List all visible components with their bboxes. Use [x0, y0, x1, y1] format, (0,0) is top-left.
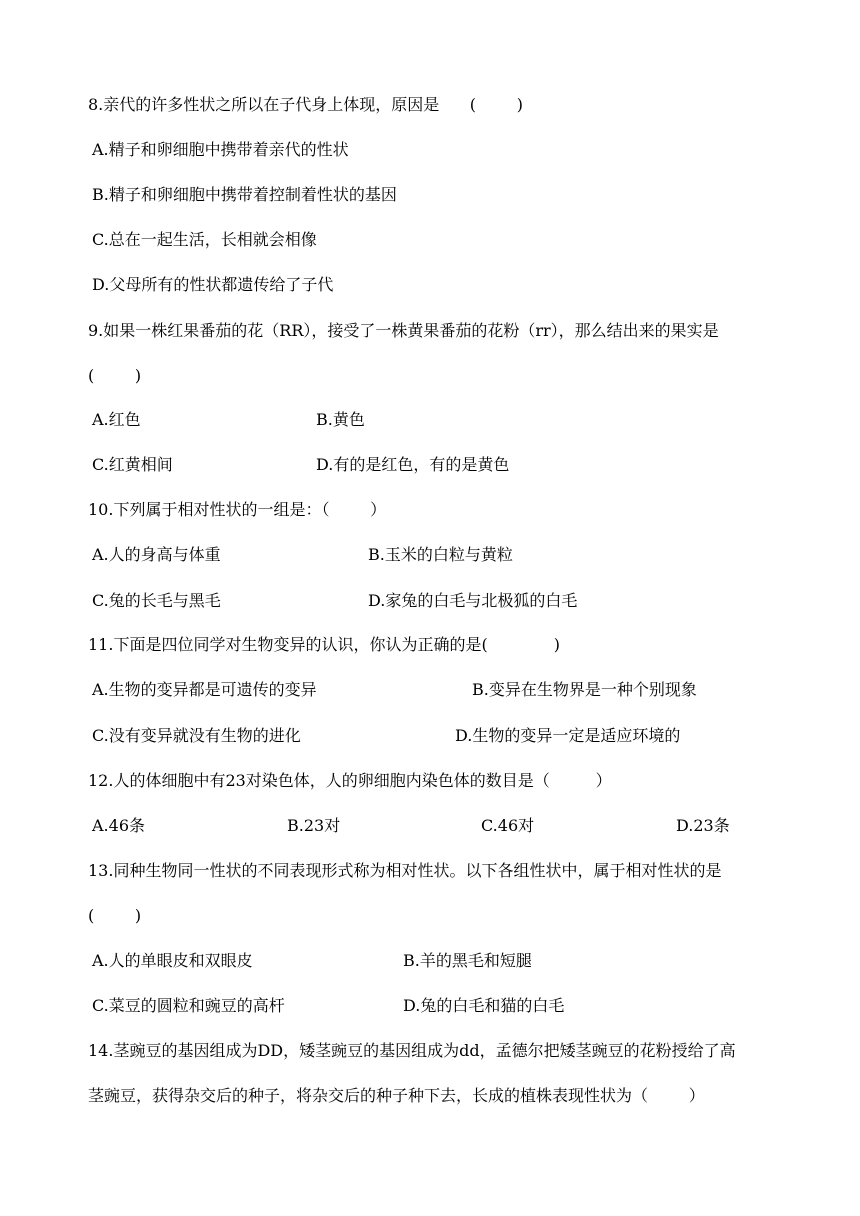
question-12-stem: 12.人的体细胞中有23对染色体，人的卵细胞内染色体的数目是（ ）: [88, 771, 612, 790]
question-11-option-a: A.生物的变异都是可遗传的变异: [92, 680, 317, 699]
question-9-option-d: D.有的是红色，有的是黄色: [316, 455, 510, 474]
question-10-option-d: D.家兔的白毛与北极狐的白毛: [368, 591, 578, 610]
question-8-option-c: C.总在一起生活，长相就会相像: [92, 230, 317, 249]
question-8-option-b: B.精子和卵细胞中携带着控制着性状的基因: [92, 185, 397, 204]
question-13-option-b: B.羊的黑毛和短腿: [403, 951, 532, 970]
question-9-option-a: A.红色: [92, 410, 141, 429]
question-9-option-b: B.黄色: [316, 410, 365, 429]
question-14-stem-line1: 14.茎豌豆的基因组成为DD，矮茎豌豆的基因组成为dd，孟德尔把矮茎豌豆的花粉授给了高: [88, 1041, 736, 1060]
question-13-option-d: D.兔的白毛和猫的白毛: [403, 996, 565, 1015]
question-8-option-d: D.父母所有的性状都遗传给了子代: [92, 275, 334, 294]
question-9-option-c: C.红黄相间: [92, 455, 173, 474]
question-11-stem: 11.下面是四位同学对生物变异的认识，你认为正确的是( ): [88, 635, 561, 654]
question-8-stem: 8.亲代的许多性状之所以在子代身上体现，原因是 ( ): [88, 95, 523, 114]
question-10-option-a: A.人的身高与体重: [92, 545, 221, 564]
question-14-stem-line2: 茎豌豆，获得杂交后的种子，将杂交后的种子种下去，长成的植株表现性状为（ ）: [88, 1086, 705, 1105]
question-11-option-d: D.生物的变异一定是适应环境的: [455, 726, 681, 745]
question-12-option-b: B.23对: [287, 816, 341, 835]
question-10-option-c: C.兔的长毛与黑毛: [92, 591, 221, 610]
question-12-option-a: A.46条: [92, 816, 146, 835]
question-11-option-b: B.变异在生物界是一种个别现象: [472, 680, 697, 699]
question-13-option-a: A.人的单眼皮和双眼皮: [92, 951, 253, 970]
question-8-option-a: A.精子和卵细胞中携带着亲代的性状: [92, 140, 349, 159]
question-9-answer-paren: ( ): [88, 366, 142, 385]
question-12-option-d: D.23条: [676, 816, 730, 835]
question-11-option-c: C.没有变异就没有生物的进化: [92, 726, 301, 745]
question-13-answer-paren: ( ): [88, 906, 142, 925]
question-13-option-c: C.菜豆的圆粒和豌豆的高杆: [92, 996, 285, 1015]
question-9-stem: 9.如果一株红果番茄的花（RR），接受了一株黄果番茄的花粉（rr），那么结出来的果实是: [88, 321, 719, 340]
question-10-option-b: B.玉米的白粒与黄粒: [368, 545, 513, 564]
question-12-option-c: C.46对: [481, 816, 535, 835]
question-13-stem: 13.同种生物同一性状的不同表现形式称为相对性状。以下各组性状中，属于相对性状的是: [88, 861, 722, 880]
question-10-stem: 10.下列属于相对性状的一组是：（ ）: [88, 500, 387, 519]
